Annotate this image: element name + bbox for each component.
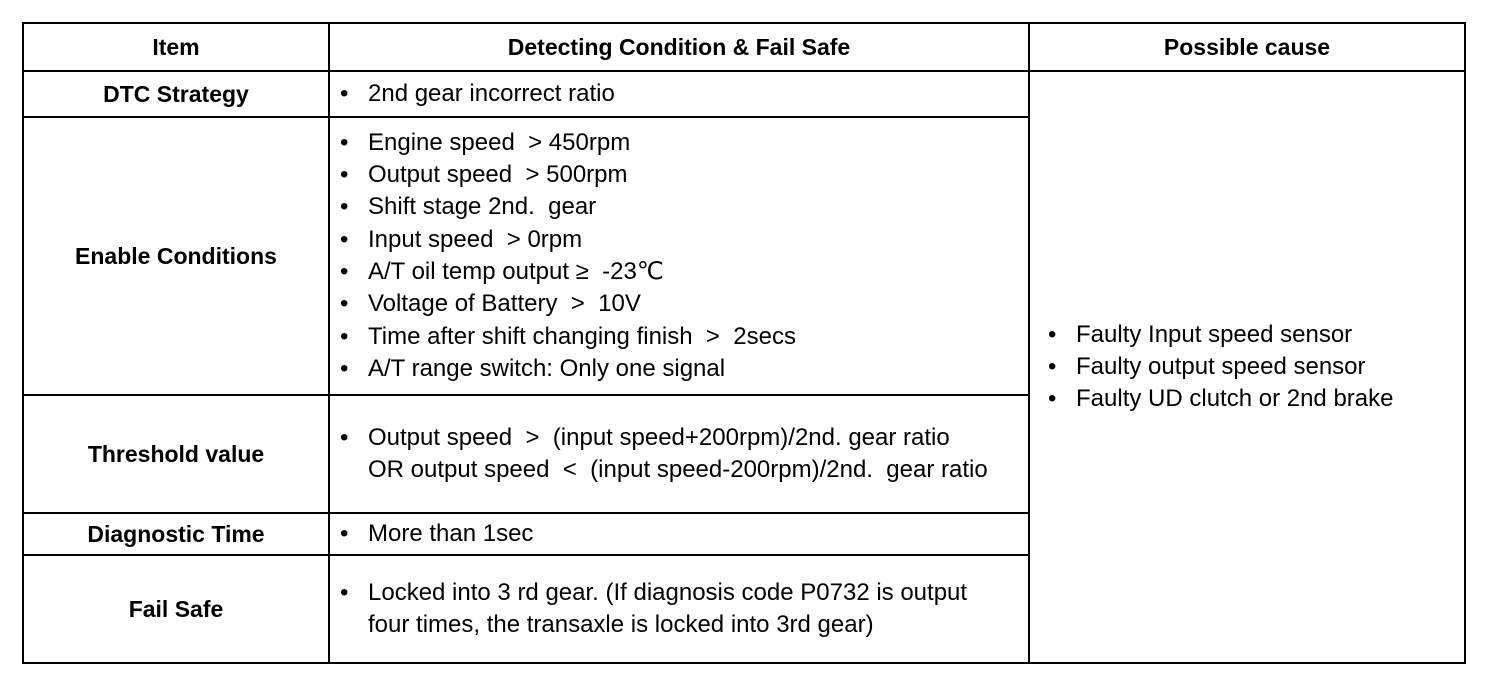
list-item: • Output speed > (input speed+200rpm)/2nd. gear ratio OR output speed < (input speed-200rpm)/2nd. gear ratio xyxy=(368,422,988,487)
row-dtc-strategy xyxy=(23,71,1465,117)
header-row xyxy=(23,23,1465,71)
label-threshold-value: Threshold value xyxy=(23,395,329,513)
list-item: • Output speed > 500rpm xyxy=(368,159,1028,191)
cell-threshold-value xyxy=(329,395,1029,513)
list-item: • Engine speed > 450rpm xyxy=(368,127,1028,159)
label-enable-conditions: Enable Conditions xyxy=(23,117,329,395)
cause-item: • Faulty UD clutch or 2nd brake xyxy=(1076,383,1464,415)
list-item: • Time after shift changing finish > 2secs xyxy=(368,321,1028,353)
header-condition: Detecting Condition & Fail Safe xyxy=(329,23,1029,71)
list-item: • A/T oil temp output ≥ -23℃ xyxy=(368,256,1028,288)
cell-fail-safe xyxy=(329,555,1029,663)
cause-item: • Faulty output speed sensor xyxy=(1076,351,1464,383)
list-item: • Shift stage 2nd. gear xyxy=(368,191,1028,223)
list-item: • A/T range switch: Only one signal xyxy=(368,353,1028,385)
header-item: Item xyxy=(23,23,329,71)
list-item: • Locked into 3 rd gear. (If diagnosis code P0732 is output four times, the transaxle is locked into 3rd gear) xyxy=(368,577,988,642)
cell-possible-cause xyxy=(1029,71,1465,663)
label-diagnostic-time: Diagnostic Time xyxy=(23,513,329,555)
label-fail-safe: Fail Safe xyxy=(23,555,329,663)
list-item: • More than 1sec xyxy=(368,518,1028,550)
header-cause: Possible cause xyxy=(1029,23,1465,71)
cell-enable-conditions xyxy=(329,117,1029,395)
cell-diagnostic-time xyxy=(329,513,1029,555)
list-item: • Input speed > 0rpm xyxy=(368,224,1028,256)
cell-dtc-strategy xyxy=(329,71,1029,117)
dtc-table xyxy=(22,22,1466,664)
label-dtc-strategy: DTC Strategy xyxy=(23,71,329,117)
list-item: • 2nd gear incorrect ratio xyxy=(368,78,1028,110)
cause-item: • Faulty Input speed sensor xyxy=(1076,319,1464,351)
list-item: • Voltage of Battery > 10V xyxy=(368,288,1028,320)
